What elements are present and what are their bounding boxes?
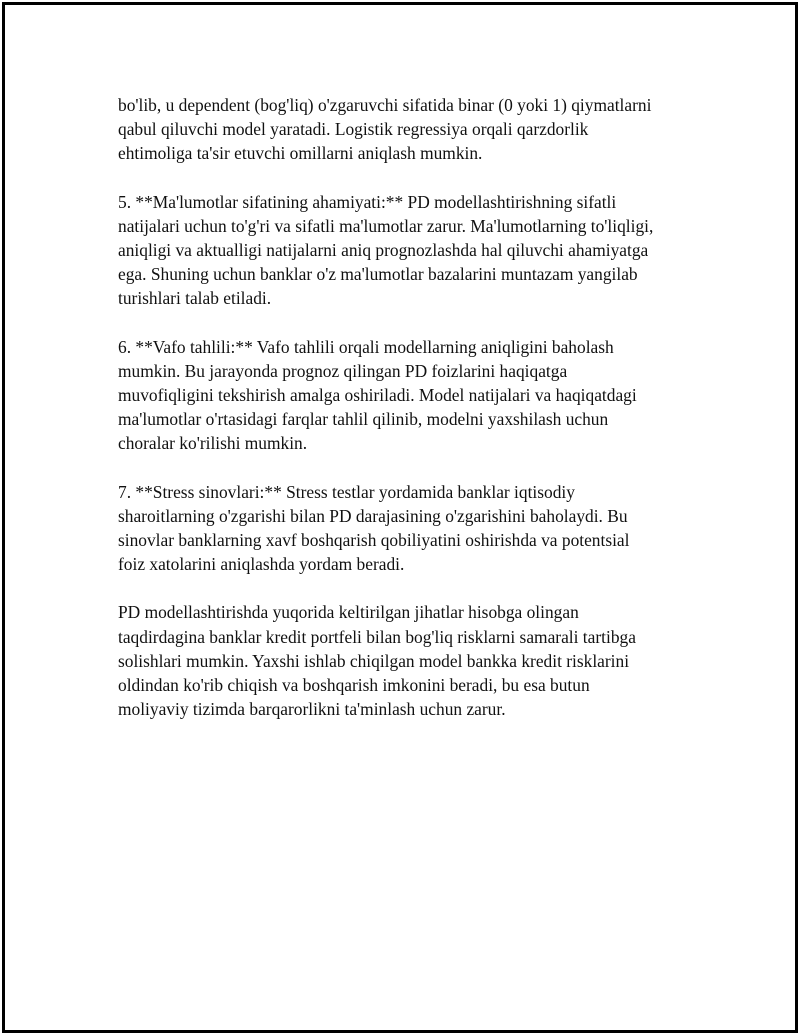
paragraph-stress-tests: 7. **Stress sinovlari:** Stress testlar yordamida banklar iqtisodiy sharoitlarning o'zgarishi bilan PD darajasining o'zgarishini baholaydi. Bu sinovlar banklarning xavf boshqarish qobiliyatini oshirishda va potentsial foiz xatolarini aniqlashda yordam beradi. [118,481,630,575]
paragraph-logistic-regression: bo'lib, u dependent (bog'liq) o'zgaruvchi sifatida binar (0 yoki 1) qiymatlarni qabul qiluvchi model yaratadi. Logistik regressiya orqali qarzdorlik ehtimoliga ta'sir etuvchi omillarni aniqlash mumkin. [118,95,652,164]
document-body [118,93,708,745]
paragraph-conclusion: PD modellashtirishda yuqorida keltirilgan jihatlar hisobga olingan taqdirdagina banklar kredit portfeli bilan bog'liq risklarni samarali tartibga solishlari mumkin. Yaxshi ishlab chiqilgan model bankka kredit risklarini oldindan ko'rib chiqish va boshqarish imkonini beradi, bu esa butun moliyaviy tizimda barqarorlikni ta'minlash uchun zarur. [118,602,636,720]
paragraph-data-quality: 5. **Ma'lumotlar sifatining ahamiyati:** PD modellashtirishning sifatli natijalari uchun to'g'ri va sifatli ma'lumotlar zarur. Ma'lumotlarning to'liqligi, aniqligi va aktualligi natijalarni aniq prognozlashda hal qiluvchi ahamiyatga ega. Shuning uchun banklar o'z ma'lumotlar bazalarini muntazam yangilab turishlari talab etiladi. [118,191,654,309]
paragraph-validation-analysis: 6. **Vafo tahlili:** Vafo tahlili orqali modellarning aniqligini baholash mumkin. Bu jarayonda prognoz qilingan PD foizlarini haqiqatga muvofiqligini tekshirish amalga oshiriladi. Model natijalari va haqiqatdagi ma'lumotlar o'rtasidagi farqlar tahlil qilinib, modelni yaxshilash uchun choralar ko'rilishi mumkin. [118,336,637,454]
